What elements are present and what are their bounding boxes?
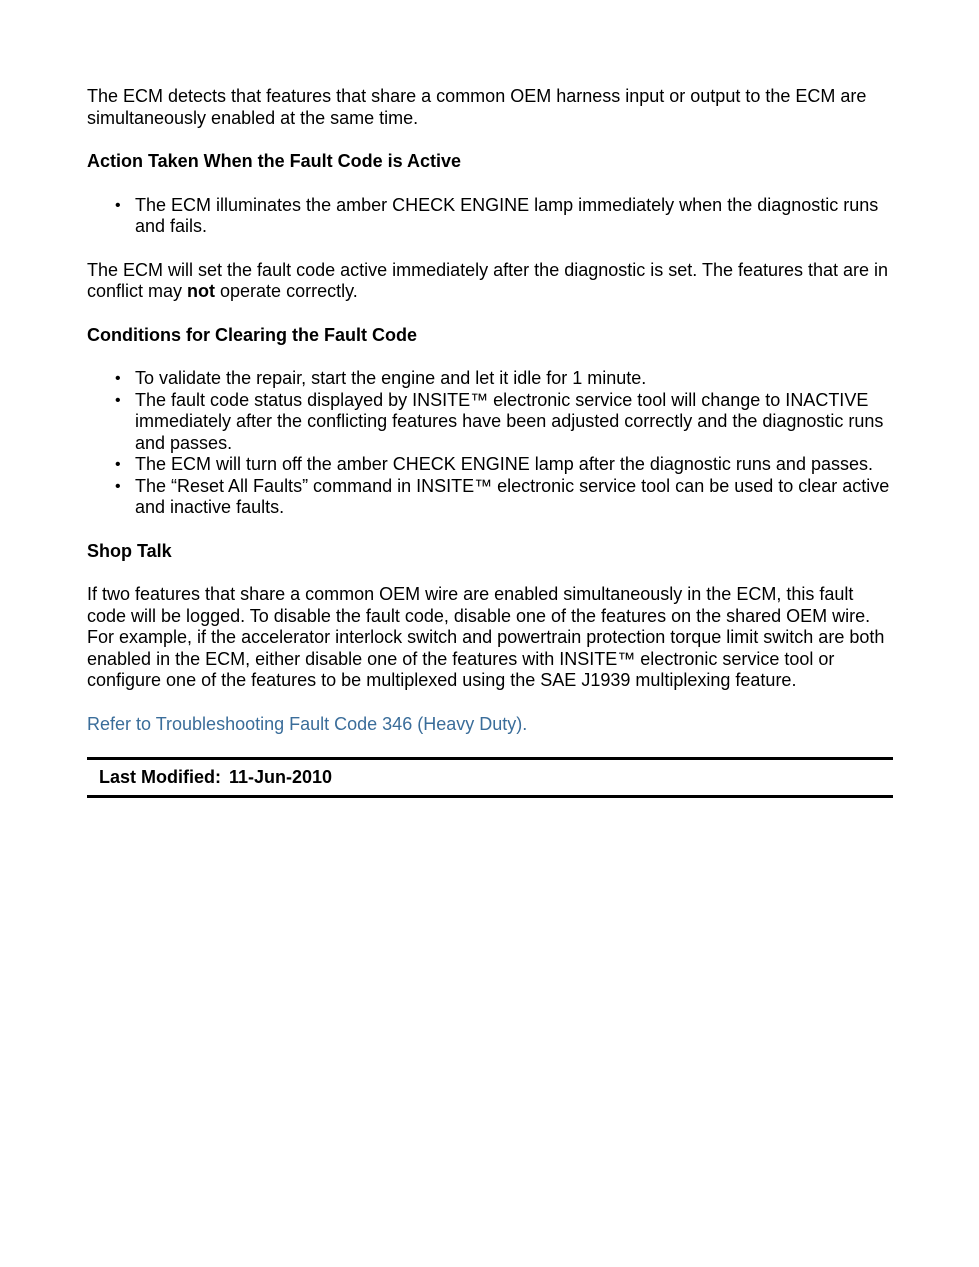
shop-talk-heading: Shop Talk: [87, 540, 172, 561]
document-content: [87, 86, 893, 798]
list-item: • The fault code status displayed by INSITE™ electronic service tool will change to INACTIVE immediately after the conflicting features have been adjusted correctly and the diagnostic runs and passes.: [135, 390, 893, 455]
troubleshooting-link[interactable]: Refer to Troubleshooting Fault Code 346 (Heavy Duty).: [87, 713, 528, 734]
last-modified-label: Last Modified:: [99, 767, 221, 787]
clearing-bullet-list: [87, 368, 893, 519]
list-item: • The ECM illuminates the amber CHECK ENGINE lamp immediately when the diagnostic runs and fails.: [135, 195, 893, 238]
action-paragraph: [87, 260, 893, 303]
action-heading: Action Taken When the Fault Code is Active: [87, 151, 462, 171]
shop-talk-paragraph: If two features that share a common OEM wire are enabled simultaneously in the ECM, this fault code will be logged. To disable the fault code, disable one of the features on the shared OEM wire. For example, if the accelerator interlock switch and powertrain protection torque limit switch are both enabled in the ECM, either disable one of the features with INSITE™ electronic service tool or configure one of the features to be multiplexed using the SAE J1939 multiplexing feature.: [87, 584, 885, 690]
last-modified-date: 11-Jun-2010: [229, 767, 333, 787]
list-item: • To validate the repair, start the engine and let it idle for 1 minute.: [135, 368, 893, 390]
troubleshooting-link-paragraph: [87, 714, 893, 736]
action-paragraph-bold: not: [187, 281, 216, 301]
intro-paragraph: The ECM detects that features that share a common OEM harness input or output to the ECM are simultaneously enabled at the same time.: [87, 86, 867, 128]
last-modified-footer: [87, 757, 893, 798]
list-item: • The ECM will turn off the amber CHECK ENGINE lamp after the diagnostic runs and passes.: [135, 454, 893, 476]
action-paragraph-text-start: The ECM will set the fault code active immediately after the diagnostic is set. The features that are in conflict may: [87, 259, 889, 301]
list-item: • The “Reset All Faults” command in INSITE™ electronic service tool can be used to clear active and inactive faults.: [135, 476, 893, 519]
action-paragraph-text-end: operate correctly.: [215, 281, 358, 301]
clearing-heading: Conditions for Clearing the Fault Code: [87, 324, 417, 345]
action-bullet-list: [87, 195, 893, 238]
